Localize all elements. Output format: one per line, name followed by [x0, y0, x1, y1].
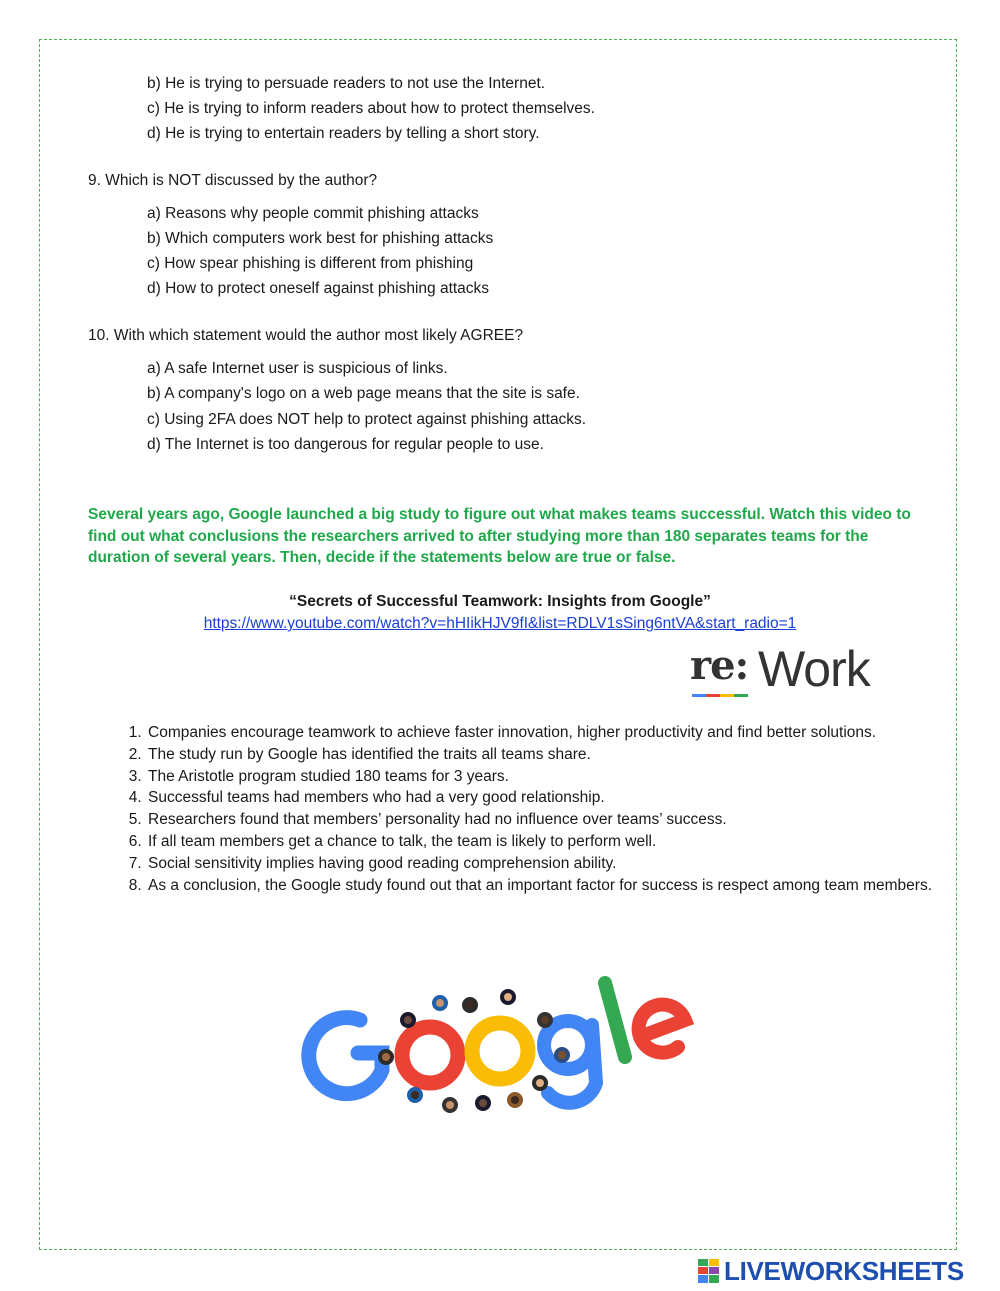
rework-bar-red	[706, 694, 720, 697]
google-letter-e	[639, 1005, 685, 1053]
q8-option-b: b) He is trying to persuade readers to not use the Internet.	[147, 75, 546, 92]
q8-option-d: d) He is trying to entertain readers by telling a short story.	[147, 125, 540, 142]
instructions-paragraph: Several years ago, Google launched a big study to figure out what makes teams successful. Watch this video to find out what conclusions the researchers arrived to after studying more than 180 separates teams for the duration of several years. Then, decide if the statements below are true or false.	[88, 506, 911, 566]
statement-3: 3. The Aristotle program studied 180 teams for 3 years.	[146, 766, 946, 788]
liveworksheets-icon	[698, 1259, 720, 1283]
video-link[interactable]: https://www.youtube.com/watch?v=hHIikHJV9fI&list=RDLV1sSing6ntVA&start_radio=1	[203, 615, 797, 632]
q9-option-b: b) Which computers work best for phishing attacks	[147, 230, 494, 247]
q8-option-c: c) He is trying to inform readers about how to protect themselves.	[147, 100, 595, 117]
video-link-container	[0, 614, 1000, 634]
google-letter-o1	[402, 1027, 458, 1083]
rework-logo-work: Work	[758, 641, 870, 697]
q9-option-d: d) How to protect oneself against phishing attacks	[147, 280, 490, 297]
video-title: “Secrets of Successful Teamwork: Insights from Google”	[289, 593, 711, 610]
rework-logo	[690, 641, 900, 704]
statement-2: 2. The study run by Google has identified the traits all teams share.	[146, 744, 946, 766]
q9-option-c: c) How spear phishing is different from phishing	[147, 255, 474, 272]
q10-option-b: b) A company's logo on a web page means that the site is safe.	[147, 385, 580, 402]
q10-option-c: c) Using 2FA does NOT help to protect against phishing attacks.	[147, 411, 587, 428]
statement-4: 4. Successful teams had members who had a very good relationship.	[146, 787, 946, 809]
q9-option-a: a) Reasons why people commit phishing attacks	[147, 205, 479, 222]
google-letter-g2-bowl	[544, 1021, 592, 1069]
google-letter-o2	[472, 1023, 528, 1079]
rework-logo-re: re:	[690, 642, 749, 689]
liveworksheets-wordmark: LIVEWORKSHEETS	[724, 1256, 964, 1286]
google-letter-l	[605, 983, 625, 1057]
statement-7: 7. Social sensitivity implies having good reading comprehension ability.	[146, 853, 946, 875]
statement-6: 6. If all team members get a chance to talk, the team is likely to perform well.	[146, 831, 946, 853]
rework-bar-green	[734, 694, 748, 697]
google-letter-g1	[309, 1018, 382, 1094]
rework-bar-yellow	[720, 694, 734, 697]
google-teamwork-illustration	[300, 965, 700, 1125]
rework-bar-blue	[692, 694, 706, 697]
q10-option-a: a) A safe Internet user is suspicious of links.	[147, 360, 448, 377]
statement-1: 1. Companies encourage teamwork to achieve faster innovation, higher productivity and find better solutions.	[146, 722, 946, 744]
q10-question: 10. With which statement would the author most likely AGREE?	[88, 327, 524, 344]
liveworksheets-brand	[698, 1256, 998, 1286]
statement-8: 8. As a conclusion, the Google study found out that an important factor for success is respect among team members.	[146, 875, 946, 897]
q9-question: 9. Which is NOT discussed by the author?	[88, 172, 378, 189]
statement-5: 5. Researchers found that members’ personality had no influence over teams’ success.	[146, 809, 946, 831]
statements-list	[118, 722, 946, 896]
q10-option-d: d) The Internet is too dangerous for regular people to use.	[147, 436, 544, 453]
